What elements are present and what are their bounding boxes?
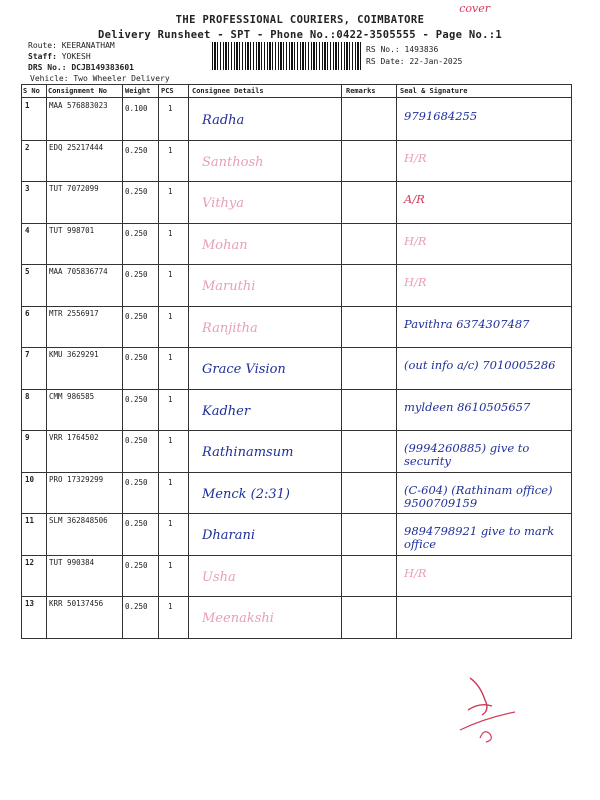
row-weight: 0.250 xyxy=(125,394,148,404)
drs-value: DCJB149383601 xyxy=(71,63,134,72)
column-divider xyxy=(46,84,47,639)
row-pcs: 1 xyxy=(168,228,173,238)
column-divider xyxy=(188,84,189,639)
row-weight: 0.250 xyxy=(125,145,148,155)
row-sno: 5 xyxy=(25,267,30,276)
row-consignment: PRO 17329299 xyxy=(49,474,104,484)
row-pcs: 1 xyxy=(168,104,173,113)
vehicle-label: Vehicle: xyxy=(30,74,69,83)
row-consignee-handwritten: Menck (2:31) xyxy=(202,486,291,502)
row-sno: 12 xyxy=(25,557,35,567)
col-header-remarks: Remarks xyxy=(346,87,376,95)
row-pcs: 1 xyxy=(168,602,173,611)
row-weight: 0.250 xyxy=(125,353,148,362)
rs-no-value: 1493836 xyxy=(404,45,439,54)
row-signature-handwritten: (9994260885) give to security xyxy=(404,441,530,468)
row-weight: 0.250 xyxy=(125,187,148,196)
bottom-scribble xyxy=(440,660,530,750)
row-divider xyxy=(21,430,571,431)
row-sno: 7 xyxy=(25,350,30,359)
row-divider xyxy=(21,140,571,141)
row-pcs: 1 xyxy=(168,394,173,404)
row-sno: 6 xyxy=(25,308,30,318)
row-divider xyxy=(21,181,571,182)
staff-value: YOKESH xyxy=(61,52,91,61)
row-consignee-handwritten: Mohan xyxy=(202,237,248,253)
row-consignment: TUT 7072099 xyxy=(49,184,99,193)
row-consignee-handwritten: Usha xyxy=(202,569,236,585)
row-consignee-handwritten: Ranjitha xyxy=(202,320,258,336)
rs-date-label: RS Date: xyxy=(366,57,405,66)
row-consignee-handwritten: Meenakshi xyxy=(202,611,274,626)
barcode xyxy=(212,42,362,70)
row-pcs: 1 xyxy=(168,311,173,321)
table-header-border xyxy=(21,97,571,98)
col-header-signature: Seal & Signature xyxy=(400,87,468,95)
row-sno: 9 xyxy=(25,433,30,442)
row-weight: 0.250 xyxy=(125,311,148,321)
row-signature-handwritten: A/R xyxy=(404,192,425,206)
row-pcs: 1 xyxy=(168,519,173,528)
company-title: THE PROFESSIONAL COURIERS, COIMBATORE xyxy=(175,14,425,26)
row-divider xyxy=(21,306,571,307)
row-consignment: TUT 998701 xyxy=(49,225,95,235)
row-pcs: 1 xyxy=(168,436,173,445)
row-divider xyxy=(21,347,571,348)
row-divider xyxy=(21,638,571,639)
row-signature-handwritten: H/R xyxy=(404,150,427,165)
row-pcs: 1 xyxy=(168,477,173,487)
col-header-consignee: Consignee Details xyxy=(192,87,264,95)
row-weight: 0.250 xyxy=(125,270,148,279)
column-divider xyxy=(341,84,342,639)
row-pcs: 1 xyxy=(168,270,173,279)
row-consignee-handwritten: Kadher xyxy=(202,403,251,419)
col-header-pcs: PCS xyxy=(161,87,174,95)
corner-note: cover xyxy=(459,2,490,15)
drs-label: DRS No.: xyxy=(28,63,67,72)
row-sno: 3 xyxy=(25,184,30,193)
row-weight: 0.100 xyxy=(125,104,148,113)
row-signature-handwritten: 9894798921 give to mark office xyxy=(404,524,555,551)
row-sno: 11 xyxy=(25,516,35,525)
row-weight: 0.250 xyxy=(125,228,148,238)
col-header-weight: Weight xyxy=(125,87,151,95)
row-divider xyxy=(21,389,571,390)
row-consignment: CMM 986585 xyxy=(49,391,95,401)
row-weight: 0.250 xyxy=(125,519,148,528)
row-pcs: 1 xyxy=(168,560,173,570)
column-divider xyxy=(21,84,22,639)
row-pcs: 1 xyxy=(168,353,173,362)
row-divider xyxy=(21,555,571,556)
route-label: Route: xyxy=(28,41,57,50)
row-consignment: SLM 362848506 xyxy=(49,516,108,525)
row-consignee-handwritten: Maruthi xyxy=(202,279,256,294)
row-signature-handwritten: H/R xyxy=(404,233,427,248)
row-divider xyxy=(21,472,571,473)
vehicle-value: Two Wheeler Delivery xyxy=(73,74,170,83)
row-signature-handwritten: myldeen 8610505657 xyxy=(404,399,531,414)
row-weight: 0.250 xyxy=(125,477,148,487)
row-consignment: KMU 3629291 xyxy=(49,350,99,359)
row-consignment: EDQ 25217444 xyxy=(49,142,104,152)
column-divider xyxy=(158,84,159,639)
row-signature-handwritten: (C-604) (Rathinam office) 9500709159 xyxy=(404,482,553,510)
table-top-border xyxy=(21,84,571,85)
row-sno: 8 xyxy=(25,391,30,401)
row-consignment: MTR 2556917 xyxy=(49,308,99,318)
row-signature-handwritten: Pavithra 6374307487 xyxy=(404,316,530,331)
row-consignee-handwritten: Radha xyxy=(202,113,245,128)
row-consignment: VRR 1764502 xyxy=(49,433,99,442)
runsheet-subtitle: Delivery Runsheet - SPT - Phone No.:0422-3505555 - Page No.:1 xyxy=(98,29,502,41)
row-divider xyxy=(21,264,571,265)
row-divider xyxy=(21,223,571,224)
staff-label: Staff: xyxy=(28,52,57,61)
row-sno: 4 xyxy=(25,225,30,235)
row-divider xyxy=(21,596,571,597)
row-consignment: MAA 705836774 xyxy=(49,267,108,276)
row-consignment: MAA 576883023 xyxy=(49,101,108,110)
row-consignee-handwritten: Grace Vision xyxy=(202,362,286,377)
col-header-sno: S No xyxy=(23,87,40,95)
row-consignment: KRR 50137456 xyxy=(49,599,104,608)
row-weight: 0.250 xyxy=(125,602,148,611)
row-consignee-handwritten: Dharani xyxy=(202,528,256,543)
route-line xyxy=(28,40,115,51)
row-weight: 0.250 xyxy=(125,436,148,445)
row-divider xyxy=(21,513,571,514)
rs-date-value: 22-Jan-2025 xyxy=(409,57,463,66)
rs-no-label: RS No.: xyxy=(366,45,400,54)
vehicle-line xyxy=(30,73,170,84)
column-divider xyxy=(571,84,572,639)
rs-no-line xyxy=(366,44,438,55)
row-consignee-handwritten: Vithya xyxy=(202,196,245,211)
route-value: KEERANATHAM xyxy=(61,41,115,50)
column-divider xyxy=(122,84,123,639)
row-pcs: 1 xyxy=(168,187,173,196)
col-header-consignment: Consignment No xyxy=(48,87,108,95)
row-signature-handwritten: H/R xyxy=(404,565,427,580)
row-consignment: TUT 990384 xyxy=(49,557,95,567)
row-signature-handwritten: 9791684255 xyxy=(404,109,478,123)
row-sno: 1 xyxy=(25,101,30,110)
row-pcs: 1 xyxy=(168,145,173,155)
staff-line xyxy=(28,51,91,62)
rs-date-line xyxy=(366,56,462,67)
row-sno: 13 xyxy=(25,599,35,608)
row-sno: 10 xyxy=(25,474,35,484)
row-weight: 0.250 xyxy=(125,560,148,570)
drs-line xyxy=(28,62,134,73)
row-signature-handwritten: H/R xyxy=(404,275,427,289)
row-consignee-handwritten: Rathinamsum xyxy=(202,445,294,460)
row-sno: 2 xyxy=(25,142,30,152)
column-divider xyxy=(396,84,397,639)
row-signature-handwritten: (out info a/c) 7010005286 xyxy=(404,358,556,372)
row-consignee-handwritten: Santhosh xyxy=(202,154,264,170)
